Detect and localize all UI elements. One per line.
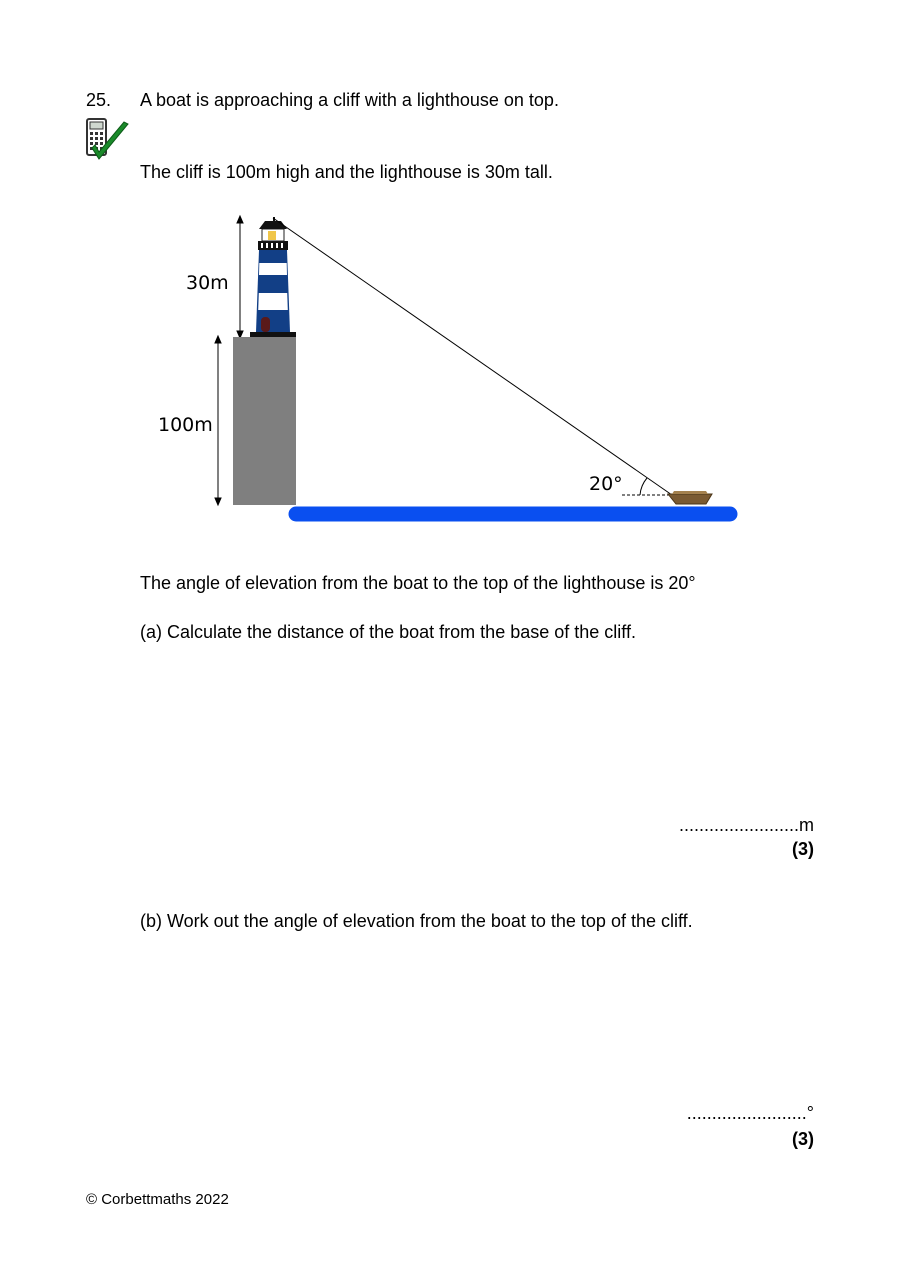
- copyright-footer: © Corbettmaths 2022: [86, 1191, 229, 1208]
- calculator-allowed-icon: [86, 118, 132, 164]
- cliff-height-arrow: [215, 336, 221, 505]
- lighthouse-icon: [250, 217, 296, 337]
- part-a-answer-line[interactable]: ........................m: [678, 815, 814, 835]
- lighthouse-height-arrow: [237, 216, 243, 338]
- cliff-height-label: 100m: [158, 414, 213, 436]
- part-a-question: (a) Calculate the distance of the boat from the base of the cliff.: [140, 622, 636, 642]
- boat-icon: [668, 491, 712, 504]
- question-intro: A boat is approaching a cliff with a lighthouse on top.: [140, 90, 559, 110]
- part-b-marks: (3): [792, 1129, 814, 1149]
- question-info: The cliff is 100m high and the lighthouse is 30m tall.: [140, 162, 553, 182]
- angle-statement: The angle of elevation from the boat to the top of the lighthouse is 20°: [140, 573, 696, 593]
- angle-arc: [640, 478, 647, 495]
- lighthouse-height-label: 30m: [186, 272, 229, 294]
- angle-label: 20°: [589, 473, 623, 495]
- question-number: 25.: [86, 90, 112, 110]
- cliff: [233, 337, 296, 505]
- part-b-question: (b) Work out the angle of elevation from the boat to the top of the cliff.: [140, 911, 693, 931]
- cliff-lighthouse-diagram: [150, 205, 750, 535]
- part-a-marks: (3): [792, 839, 814, 859]
- part-b-answer-line[interactable]: ........................°: [686, 1103, 814, 1123]
- line-of-sight: [273, 218, 672, 495]
